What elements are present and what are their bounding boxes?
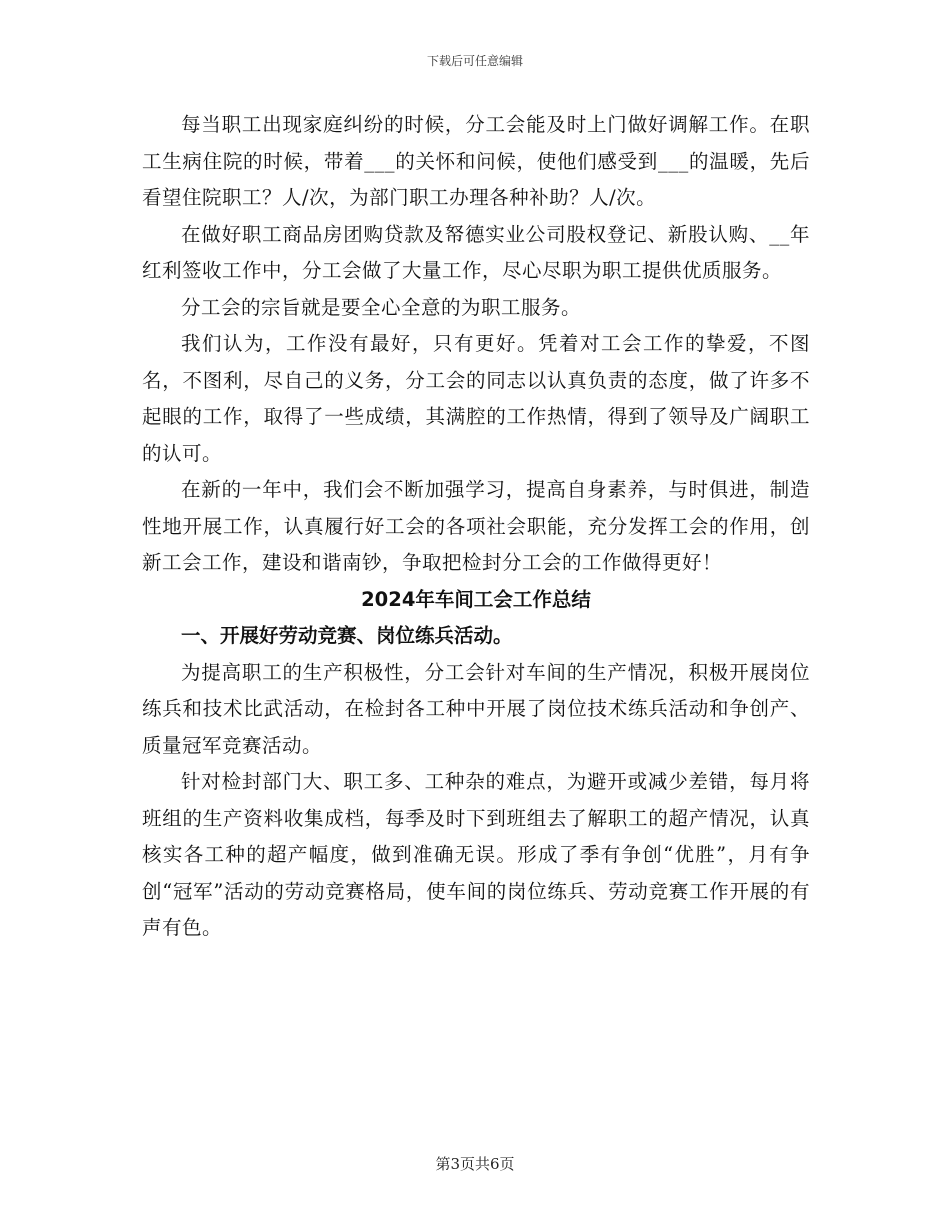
paragraph-monthly-records: 针对检封部门大、职工多、工种杂的难点，为避开或减少差错，每月将班组的生产资料收集成档，每季及时下到班组去了解职工的超产情况，认真核实各工种的超产幅度，做到准确无误。形成了季有争创“优胜”，月有争创“冠军”活动的劳动竞赛格局，使车间的岗位练兵、劳动竞赛工作开展的有声有色。 xyxy=(142,770,810,939)
document-title: 2024年车间工会工作总结 xyxy=(361,587,591,611)
paragraph-skill-competition: 为提高职工的生产积极性，分工会针对车间的生产情况，积极开展岗位练兵和技术比武活动，在检封各工种中开展了岗位技术练兵活动和争创产、质量冠军竞赛活动。 xyxy=(142,660,810,757)
paragraph-housing-loans: 在做好职工商品房团购贷款及帑德实业公司股权登记、新股认购、__年红利签收工作中，分工会做了大量工作，尽心尽职为职工提供优质服务。 xyxy=(142,222,810,282)
page-indicator: 第3页共6页 xyxy=(435,1155,515,1173)
paragraph-work-attitude: 我们认为，工作没有最好，只有更好。凭着对工会工作的挚爱，不图名，不图利，尽自己的义务，分工会的同志以认真负责的态度，做了许多不起眼的工作，取得了一些成绩，其满腔的工作热情，得到了领导及广阔职工的认可。 xyxy=(142,332,810,465)
header-note: 下载后可任意编辑 xyxy=(426,54,523,68)
section-heading: 一、开展好劳动竞赛、岗位练兵活动。 xyxy=(181,624,513,647)
paragraph-family-disputes: 每当职工出现家庭纠纷的时候，分工会能及时上门做好调解工作。在职工生病住院的时候，带着___的关怀和问候，使他们感受到___的温暖，先后看望住院职工？人/次，为部门职工办理各种补助？人/次。 xyxy=(142,113,810,209)
paragraph-new-year-plan: 在新的一年中，我们会不断加强学习，提高自身素养，与时俱进，制造性地开展工作，认真履行好工会的各项社会职能，充分发挥工会的作用，创新工会工作，建设和谐南钞，争取把检封分工会的工作做得更好！ xyxy=(142,478,810,574)
document-body xyxy=(142,107,810,947)
paragraph-union-purpose: 分工会的宗旨就是要全心全意的为职工服务。 xyxy=(181,295,582,319)
